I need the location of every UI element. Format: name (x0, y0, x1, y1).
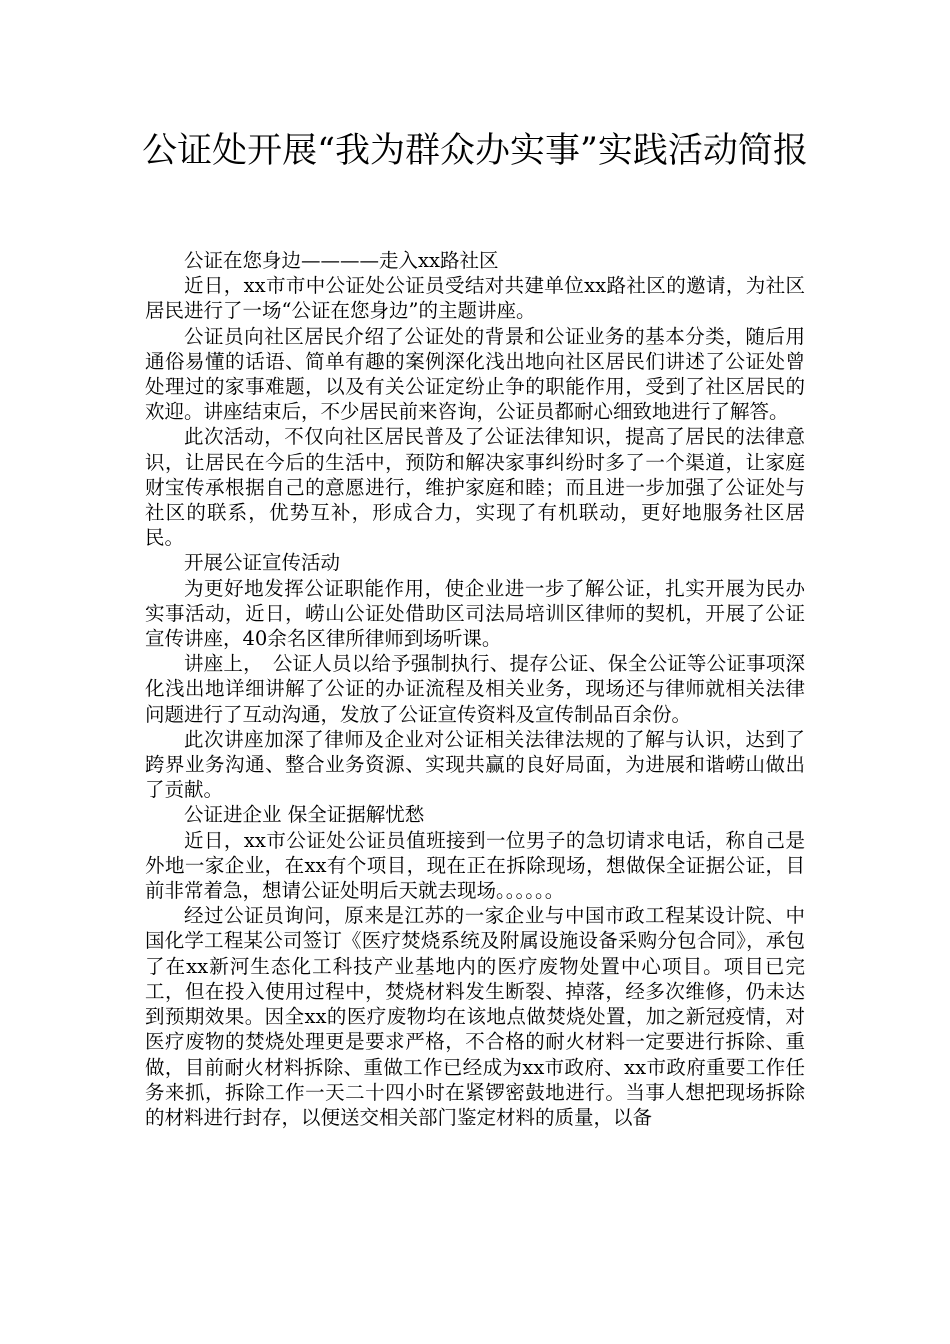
document-title: 公证处开展“我为群众办实事”实践活动简报 (142, 131, 808, 171)
section-heading: 公证进企业 保全证据解忧愁 (184, 803, 425, 827)
paragraph: 近日，xx市公证处公证员值班接到一位男子的急切请求电话，称自己是外地一家企业，在xx有个项目，现在正在拆除现场，想做保全证据公证，目前非常着急，想请公证处明后天就去现场。。。。。。 (145, 828, 805, 903)
paragraph: 近日，xx市市中公证处公证员受结对共建单位xx路社区的邀请，为社区居民进行了一场“公证在您身边”的主题讲座。 (145, 274, 805, 323)
paragraph: 公证员向社区居民介绍了公证处的背景和公证业务的基本分类，随后用通俗易懂的话语、简单有趣的案例深化浅出地向社区居民们讲述了公证处曾处理过的家事难题，以及有关公证定纷止争的职能作用，受到了社区居民的欢迎。讲座结束后，不少居民前来咨询，公证员都耐心细致地进行了解答。 (145, 324, 805, 424)
paragraph: 此次活动，不仅向社区居民普及了公证法律知识，提高了居民的法律意识，让居民在今后的生活中，预防和解决家事纠纷时多了一个渠道，让家庭财宝传承根据自己的意愿进行，维护家庭和睦；而且进一步加强了公证处与社区的联系，优势互补，形成合力，实现了有机联动，更好地服务社区居民。 (145, 425, 805, 550)
document-body (145, 248, 805, 1130)
paragraph: 经过公证员询问，原来是江苏的一家企业与中国市政工程某设计院、中国化学工程某公司签订《医疗焚烧系统及附属设施设备采购分包合同》，承包了在xx新河生态化工科技产业基地内的医疗废物处置中心项目。项目已完工，但在投入使用过程中，焚烧材料发生断裂、掉落，经多次维修，仍未达到预期效果。因全xx的医疗废物均在该地点做焚烧处置，加之新冠疫情，对医疗废物的焚烧处理更是要求严格，不合格的耐火材料一定要进行拆除、重做，目前耐火材料拆除、重做工作已经成为xx市政府、xx市政府重要工作任务来抓，拆除工作一天二十四小时在紧锣密鼓地进行。当事人想把现场拆除的材料进行封存，以便送交相关部门鉴定材料的质量，以备 (145, 904, 805, 1129)
section-heading: 开展公证宣传活动 (184, 551, 341, 575)
paragraph: 为更好地发挥公证职能作用，使企业进一步了解公证，扎实开展为民办实事活动，近日，崂山公证处借助区司法局培训区律师的契机，开展了公证宣传讲座，40余名区律所律师到场听课。 (145, 576, 805, 651)
section-heading: 公证在您身边————走入xx路社区 (184, 249, 499, 272)
paragraph: 此次讲座加深了律师及企业对公证相关法律法规的了解与认识，达到了跨界业务沟通、整合业务资源、实现共赢的良好局面，为进展和谐崂山做出了贡献。 (145, 727, 805, 802)
paragraph: 讲座上， 公证人员以给予强制执行、提存公证、保全公证等公证事项深化浅出地详细讲解了公证的办证流程及相关业务，现场还与律师就相关法律问题进行了互动沟通，发放了公证宣传资料及宣传制品百余份。 (145, 652, 805, 726)
